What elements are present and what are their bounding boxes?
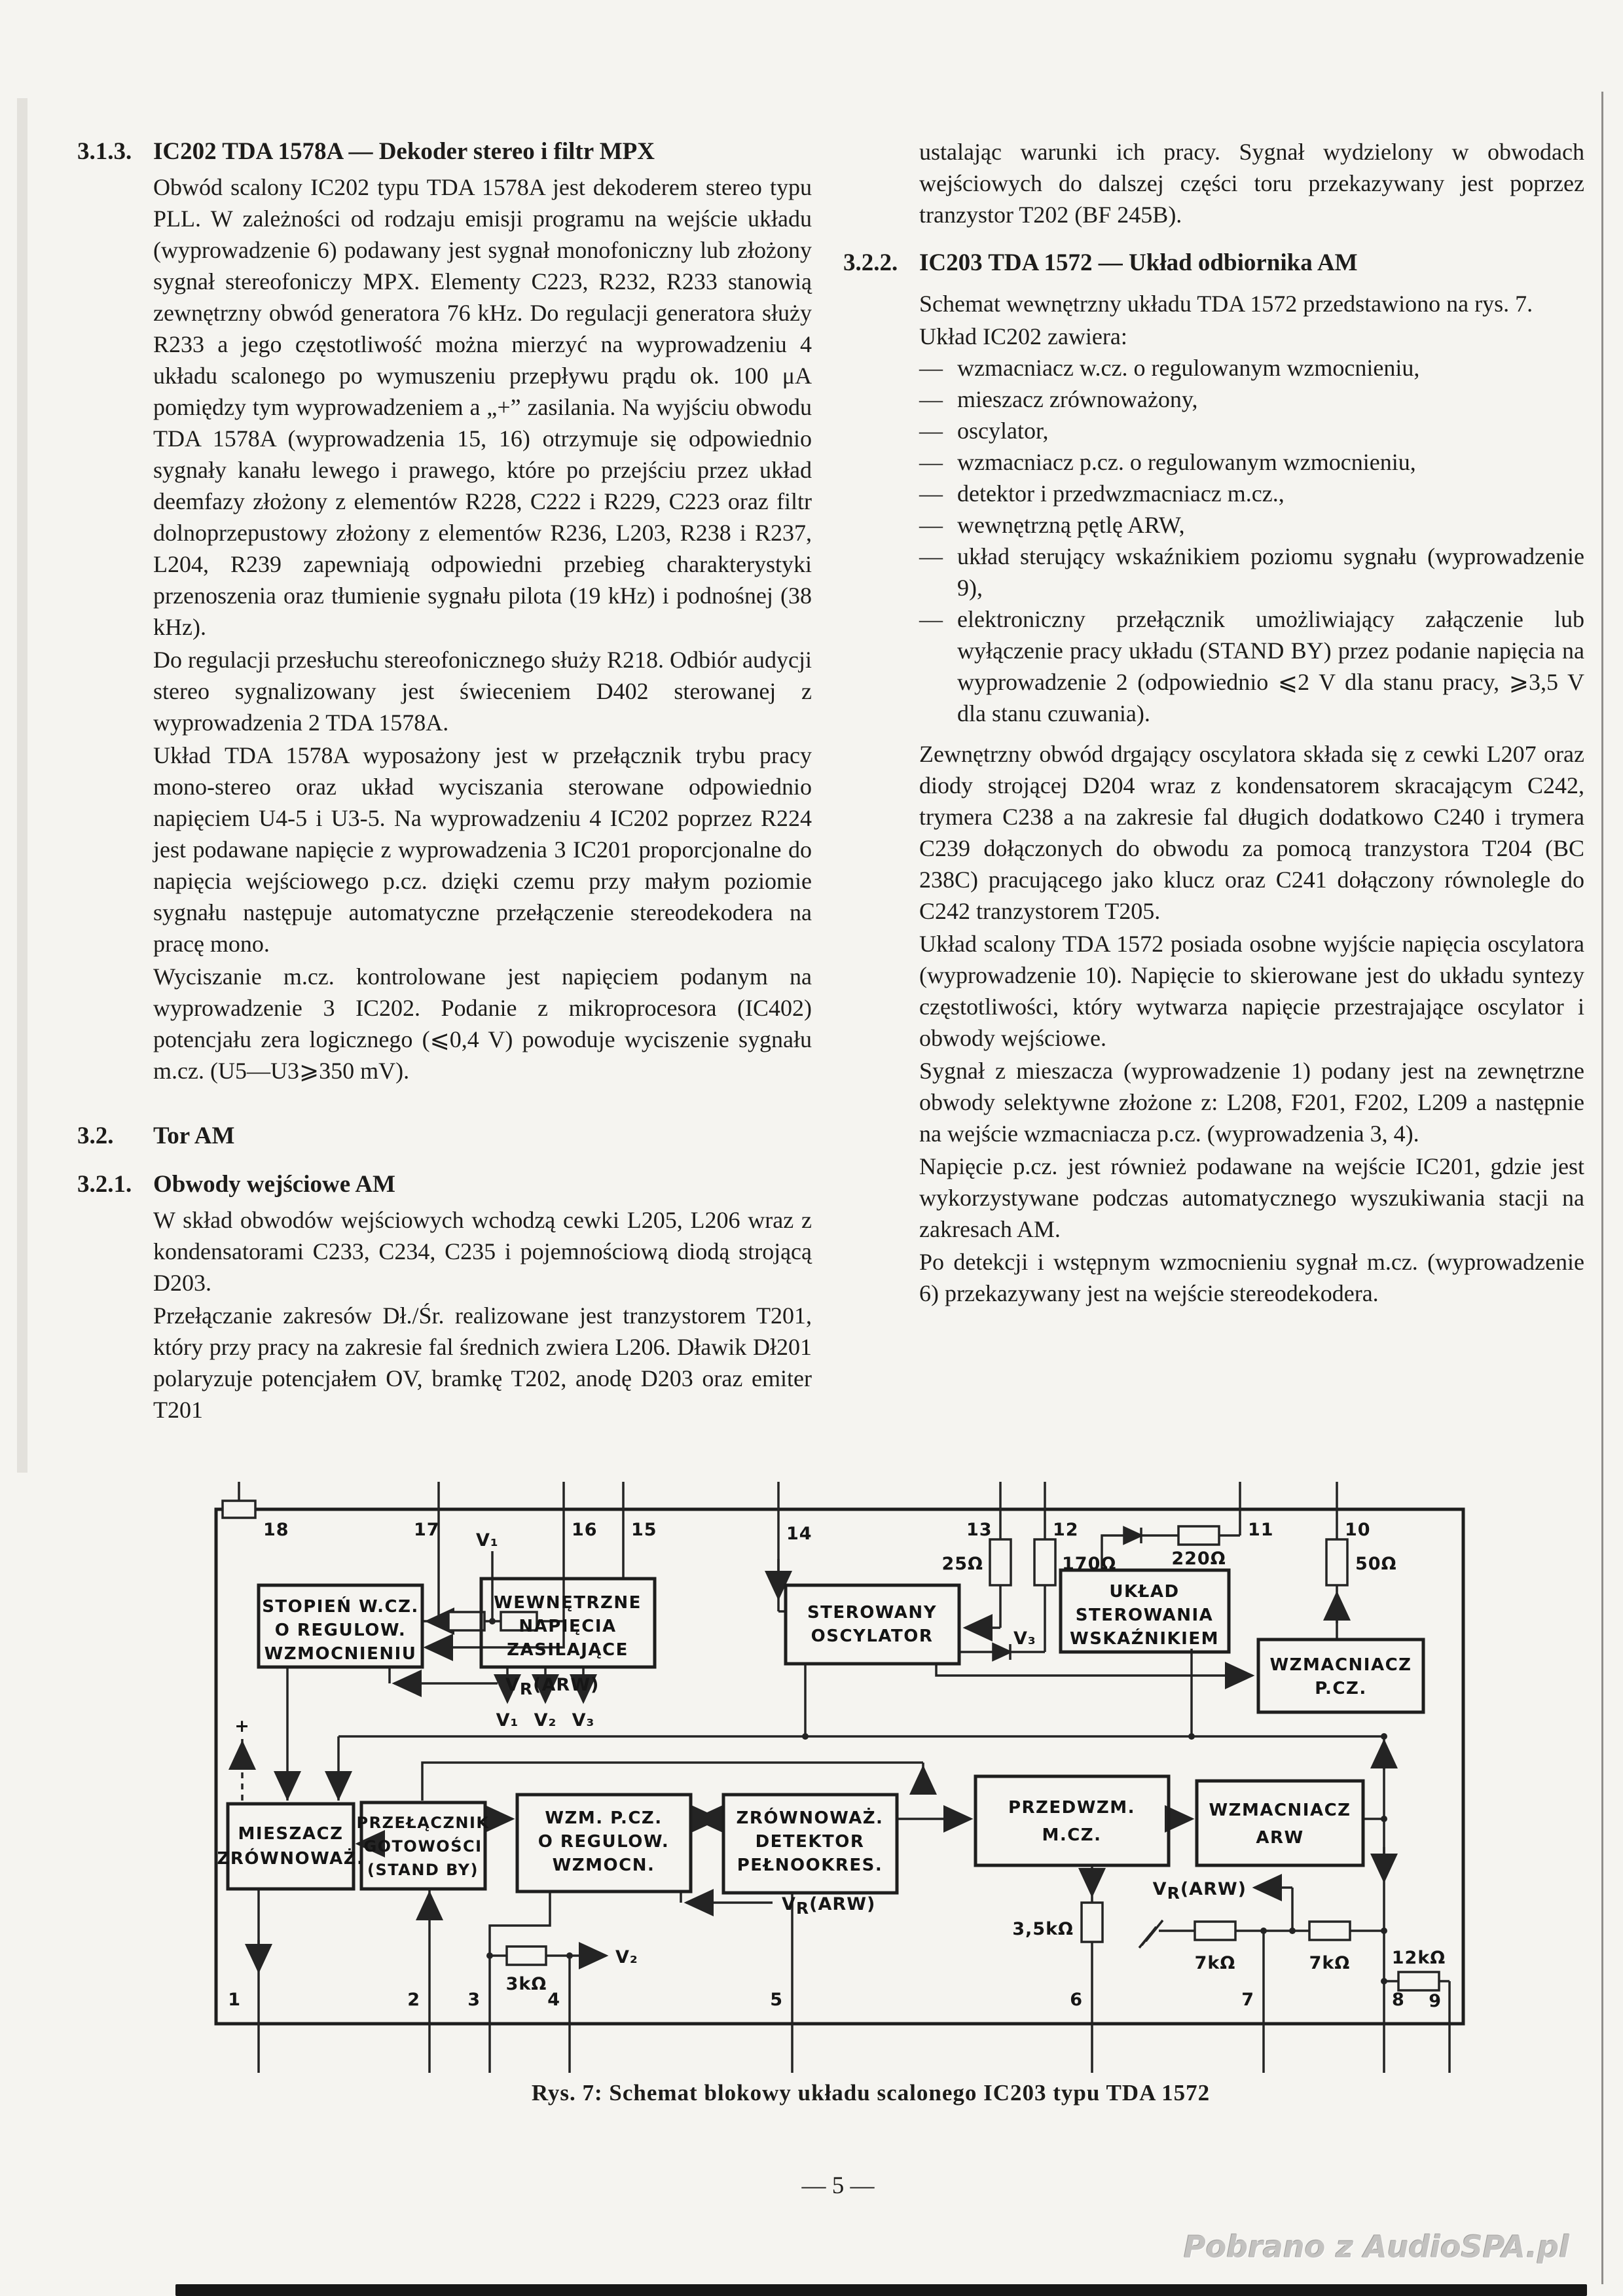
- svg-text:MIESZACZZRÓWNOWAŻ.: MIESZACZ ZRÓWNOWAŻ.: [217, 1824, 365, 1869]
- pin-18: 18: [263, 1520, 289, 1540]
- list-dash: —: [919, 449, 943, 475]
- label-v2-out: V₂: [534, 1710, 557, 1731]
- pin-labels: [228, 1520, 1442, 2011]
- figure-caption: Rys. 7: Schemat blokowy układu scalonego IC203 typu TDA 1572: [531, 2080, 1211, 2106]
- block-przedwzm-mcz: [976, 1776, 1169, 1865]
- pin18-component: [223, 1501, 255, 1518]
- svg-text:UKŁADSTEROWANIAWSKAŹNIKIEM: UKŁAD STEROWANIA WSKAŹNIKIEM: [1070, 1582, 1219, 1649]
- svg-text:WZM. P.CZ.O REGULOW.WZMOCN.: WZM. P.CZ. O REGULOW. WZMOCN.: [538, 1808, 670, 1875]
- scan-edge-right: [1601, 92, 1603, 2284]
- block-zrownowaz-detektor: [723, 1795, 897, 1893]
- svg-text:WZMACNIACZARW: WZMACNIACZ ARW: [1209, 1801, 1351, 1848]
- right-column: [843, 136, 1584, 1309]
- resistor-labels: [506, 1549, 1446, 1994]
- paragraph: Układ TDA 1578A wyposażony jest w przełącznik trybu pracy mono-stereo oraz układ wyciszania sterowane odpowiednio napięciem U4-5 i U3-5. Na wyprowadzeniu 4 IC202 poprzez R224 jest podawane napięcie z wyprowadzenia 3 IC201 proporcjonalne do napięcia wejściowego p.cz. dzięki czemu przy małym poziomie sygnału następuje automatyczne przełączenie stereodekodera na pracę mono.: [153, 742, 812, 957]
- list-item: [919, 478, 1584, 509]
- list-dash: —: [919, 480, 943, 507]
- section-number: 3.2.: [77, 1122, 114, 1149]
- pin-5: 5: [770, 1990, 783, 2010]
- paragraph: Sygnał z mieszacza (wyprowadzenie 1) podany jest na zewnętrzne obwody selektywne złożone z: L208, F201, F202, L209 a następnie na wejście wzmacniacza p.cz. (wyprowadzenia 3, 4).: [919, 1058, 1584, 1147]
- list-dash: —: [919, 543, 943, 569]
- section-title: IC203 TDA 1572 — Układ odbiornika AM: [919, 249, 1358, 276]
- block-sterowany-oscylator: [786, 1585, 959, 1664]
- pin-10: 10: [1345, 1520, 1371, 1540]
- pin-4: 4: [547, 1990, 560, 2010]
- block-wzmacniacz-arw: [1197, 1781, 1363, 1865]
- pin-7: 7: [1241, 1990, 1254, 2010]
- paragraph: Układ scalony TDA 1572 posiada osobne wyjście napięcia oscylatora (wyprowadzenie 10). Napięcie to skierowane jest do układu syntezy częstotliwości, który wytwarza napięcie przestrajające oscylator i obwody wejściowe.: [919, 931, 1584, 1051]
- pin-11: 11: [1248, 1520, 1274, 1540]
- list-dash: —: [919, 606, 943, 632]
- list-item: [919, 384, 1584, 415]
- pin-16: 16: [572, 1520, 598, 1540]
- resistor-7kohm: 7kΩ: [1194, 1953, 1236, 1973]
- section-title: Tor AM: [153, 1122, 235, 1149]
- wires: [223, 1482, 1450, 2073]
- resistor-12kohm: 12kΩ: [1391, 1948, 1446, 1968]
- section-number: 3.1.3.: [77, 138, 132, 165]
- svg-text:PRZEDWZM.M.CZ.: PRZEDWZM. M.CZ.: [1008, 1798, 1136, 1845]
- resistor-170ohm: 170Ω: [1062, 1554, 1117, 1574]
- list-item-text: wzmacniacz p.cz. o regulowanym wzmocnieniu,: [957, 449, 1416, 475]
- list-item: [919, 446, 1584, 478]
- label-v1-out: V₁: [496, 1710, 519, 1731]
- list-item-text: wzmacniacz w.cz. o regulowanym wzmocnieniu,: [957, 355, 1420, 381]
- list-dash: —: [919, 512, 943, 538]
- label-v3: V₃: [1013, 1628, 1036, 1649]
- resistor-50ohm: 50Ω: [1355, 1554, 1397, 1574]
- block-stopien-wcz: [259, 1585, 422, 1667]
- section-title: IC202 TDA 1578A — Dekoder stereo i filtr MPX: [153, 138, 655, 165]
- section-3-2-heading: [77, 1121, 812, 1152]
- resistor-220ohm: 220Ω: [1171, 1549, 1226, 1569]
- block-przelacznik-standby: [357, 1803, 490, 1889]
- scan-edge-bottom: [175, 2284, 1587, 2296]
- paragraph: Schemat wewnętrzny układu TDA 1572 przedstawiono na rys. 7.: [919, 291, 1533, 317]
- block-diagram-tda1572: [183, 1480, 1597, 2083]
- svg-text:WZMACNIACZP.CZ.: WZMACNIACZ P.CZ.: [1269, 1655, 1412, 1698]
- list-dash: —: [919, 386, 943, 412]
- scan-edge-left: [17, 98, 27, 1473]
- paragraph: Obwód scalony IC202 typu TDA 1578A jest dekoderem stereo typu PLL. W zależności od rodzaju emisji programu na wejście układu (wyprowadzenie 6) podawany jest sygnał monofoniczny lub złożony sygnał stereofoniczy MPX. Elementy C223, R232, R233 stanowią zewnętrzny obwód generatora 76 kHz. Do regulacji generatora służy R233 a jego częstotliwość można mierzyć na wyprowadzeniu 4 układu scalonego po wymuszeniu przepływu prądu ok. 100 μA pomiędzy tym wyprowadzeniem a „+” zasilania. Na wyjściu obwodu TDA 1578A (wyprowadzenia 15, 16) otrzymuje się odpowiednio sygnały kanału lewego i prawego, które po przejściu przez układ deemfazy złożony z elementów R228, C222 i R229, C223 oraz filtr dolnoprzepustowy złożony z elementów R236, L203, R238 i R237, L204, R239 zapewniają odpowiedni przebieg charakterystyki przenoszenia oraz tłumienie sygnału pilota (19 kHz) i podnośnej (38 kHz).: [153, 174, 812, 640]
- paragraph: Wyciszanie m.cz. kontrolowane jest napięciem podanym na wyprowadzenie 3 IC202. Podanie z mikroprocesora (IC402) potencjału zera logicznego (⩽0,4 V) powoduje wyciszenie sygnału m.cz. (U5—U3⩾350 mV).: [153, 963, 812, 1084]
- list-item-text: detektor i przedwzmacniacz m.cz.,: [957, 480, 1285, 507]
- block-wzm-pcz-regulow: [517, 1795, 691, 1892]
- paragraph: Napięcie p.cz. jest również podawane na wejście IC201, gdzie jest wykorzystywane podczas automatycznego wyszukiwania stacji na zakresach AM.: [919, 1153, 1584, 1242]
- list-item-text: wewnętrzną pętlę ARW,: [957, 512, 1185, 538]
- watermark: Pobrano z AudioSPA.pl: [1183, 2229, 1569, 2265]
- pin-3: 3: [467, 1990, 481, 2010]
- list-item-text: elektroniczny przełącznik umożliwiający załączenie lub wyłączenie pracy układu (STAND BY) przez podanie napięcia na wyprowadzenie 2 (odpowiednio ⩽2 V dla stanu pracy, ⩾3,5 V dla stanu czuwania).: [957, 606, 1584, 726]
- label-vr-arw: VR(ARW): [1152, 1879, 1247, 1903]
- paragraph: Przełączanie zakresów Dł./Śr. realizowane jest tranzystorem T201, który przy pracy na zakresie fal średnich zwiera L206. Dławik Dł201 polaryzuje potencjałem OV, bramkę T202, anodę D203 oraz emiter T201: [153, 1302, 812, 1423]
- section-3-2-1-heading: [77, 1169, 812, 1200]
- svg-text:WEWNĘTRZNENAPIĘCIAZASILAJĄCE: WEWNĘTRZNE NAPIĘCIA ZASILAJĄCE: [494, 1593, 642, 1660]
- list-item: [919, 509, 1584, 541]
- pin-6: 6: [1070, 1990, 1083, 2010]
- list-item: [919, 603, 1584, 729]
- paragraph: Do regulacji przesłuchu stereofonicznego służy R218. Odbiór audycji stereo sygnalizowany jest świeceniem D402 sterowanej z wyprowadzenia 2 TDA 1578A.: [153, 647, 812, 736]
- list-item-text: oscylator,: [957, 418, 1049, 444]
- label-vr-arw: VR(ARW): [505, 1675, 600, 1698]
- label-plus: +: [234, 1716, 250, 1736]
- list-dash: —: [919, 418, 943, 444]
- section-number: 3.2.1.: [77, 1171, 132, 1198]
- paragraph: Zewnętrzny obwód drgający oscylatora składa się z cewki L207 oraz diody strojącej D204 wraz z kondensatorem skracającym C242, trymera C238 a na zakresie fal długich dodatkowo C240 i trymera C239 dołączonych do obwodu za pomocą tranzystora T204 (BC 238C) pracującego jako klucz oraz C241 dołączony równolegle do C242 tranzystorem T205.: [919, 741, 1584, 924]
- resistor-25ohm: 25Ω: [941, 1554, 983, 1574]
- section-number: 3.2.2.: [843, 249, 898, 276]
- pin-15: 15: [631, 1520, 657, 1540]
- pin-12: 12: [1053, 1520, 1079, 1540]
- list-item: [919, 415, 1584, 446]
- pin-8: 8: [1392, 1990, 1405, 2010]
- section-3-2-2-heading: [843, 247, 1584, 279]
- resistor-7kohm: 7kΩ: [1309, 1953, 1351, 1973]
- label-v3-out: V₃: [572, 1710, 595, 1731]
- block-uklad-sterowania-wskaznikiem: [1061, 1570, 1229, 1652]
- resistor-3kohm: 3kΩ: [505, 1974, 547, 1994]
- pin-17: 17: [414, 1520, 440, 1540]
- svg-text:STEROWANYOSCYLATOR: STEROWANY OSCYLATOR: [807, 1603, 938, 1646]
- left-column: [77, 136, 812, 1426]
- list-dash: —: [919, 355, 943, 381]
- pin-1: 1: [228, 1990, 241, 2010]
- list-item-text: mieszacz zrównoważony,: [957, 386, 1198, 412]
- svg-text:STOPIEŃ W.CZ.O REGULOW.WZMOCNI: STOPIEŃ W.CZ. O REGULOW. WZMOCNIENIU: [262, 1597, 419, 1664]
- svg-text:PRZEŁĄCZNIKGOTOWOŚCI(STAND BY): PRZEŁĄCZNIK GOTOWOŚCI (STAND BY): [356, 1814, 490, 1879]
- paragraph: Po detekcji i wstępnym wzmocnieniu sygnał m.cz. (wyprowadzenie 6) przekazywany jest na wejście stereodekodera.: [919, 1249, 1584, 1306]
- paragraph: ustalając warunki ich pracy. Sygnał wydzielony w obwodach wejściowych do dalszej części toru przekazywany jest poprzez tranzystor T202 (BF 245B).: [919, 139, 1584, 228]
- label-vr-arw: VR(ARW): [782, 1894, 876, 1918]
- pin-14: 14: [786, 1524, 812, 1544]
- block-wzmacniacz-pcz: [1258, 1640, 1423, 1712]
- list-item-text: układ sterujący wskaźnikiem poziomu sygnału (wyprowadzenie 9),: [957, 543, 1584, 601]
- pin-2: 2: [407, 1990, 420, 2010]
- block-mieszacz: [217, 1804, 365, 1889]
- list-item: [919, 352, 1584, 384]
- pin-13: 13: [966, 1520, 993, 1540]
- list-item: [919, 541, 1584, 603]
- page-number: — 5 —: [801, 2172, 875, 2199]
- paragraph: W skład obwodów wejściowych wchodzą cewki L205, L206 wraz z kondensatorami C233, C234, C235 i pojemnościową diodą strojącą D203.: [153, 1207, 812, 1296]
- label-v1: V₁: [476, 1530, 499, 1551]
- resistor-3-5kohm: 3,5kΩ: [1012, 1919, 1074, 1939]
- section-3-1-3-heading: [77, 136, 812, 168]
- pin-9: 9: [1429, 1991, 1442, 2011]
- paragraph: Układ IC202 zawiera:: [919, 323, 1127, 350]
- svg-text:ZRÓWNOWAŻ.DETEKTORPEŁNOOKRES.: ZRÓWNOWAŻ. DETEKTOR PEŁNOOKRES.: [736, 1808, 884, 1875]
- section-title: Obwody wejściowe AM: [153, 1171, 395, 1198]
- label-v2-pin: V₂: [615, 1947, 638, 1967]
